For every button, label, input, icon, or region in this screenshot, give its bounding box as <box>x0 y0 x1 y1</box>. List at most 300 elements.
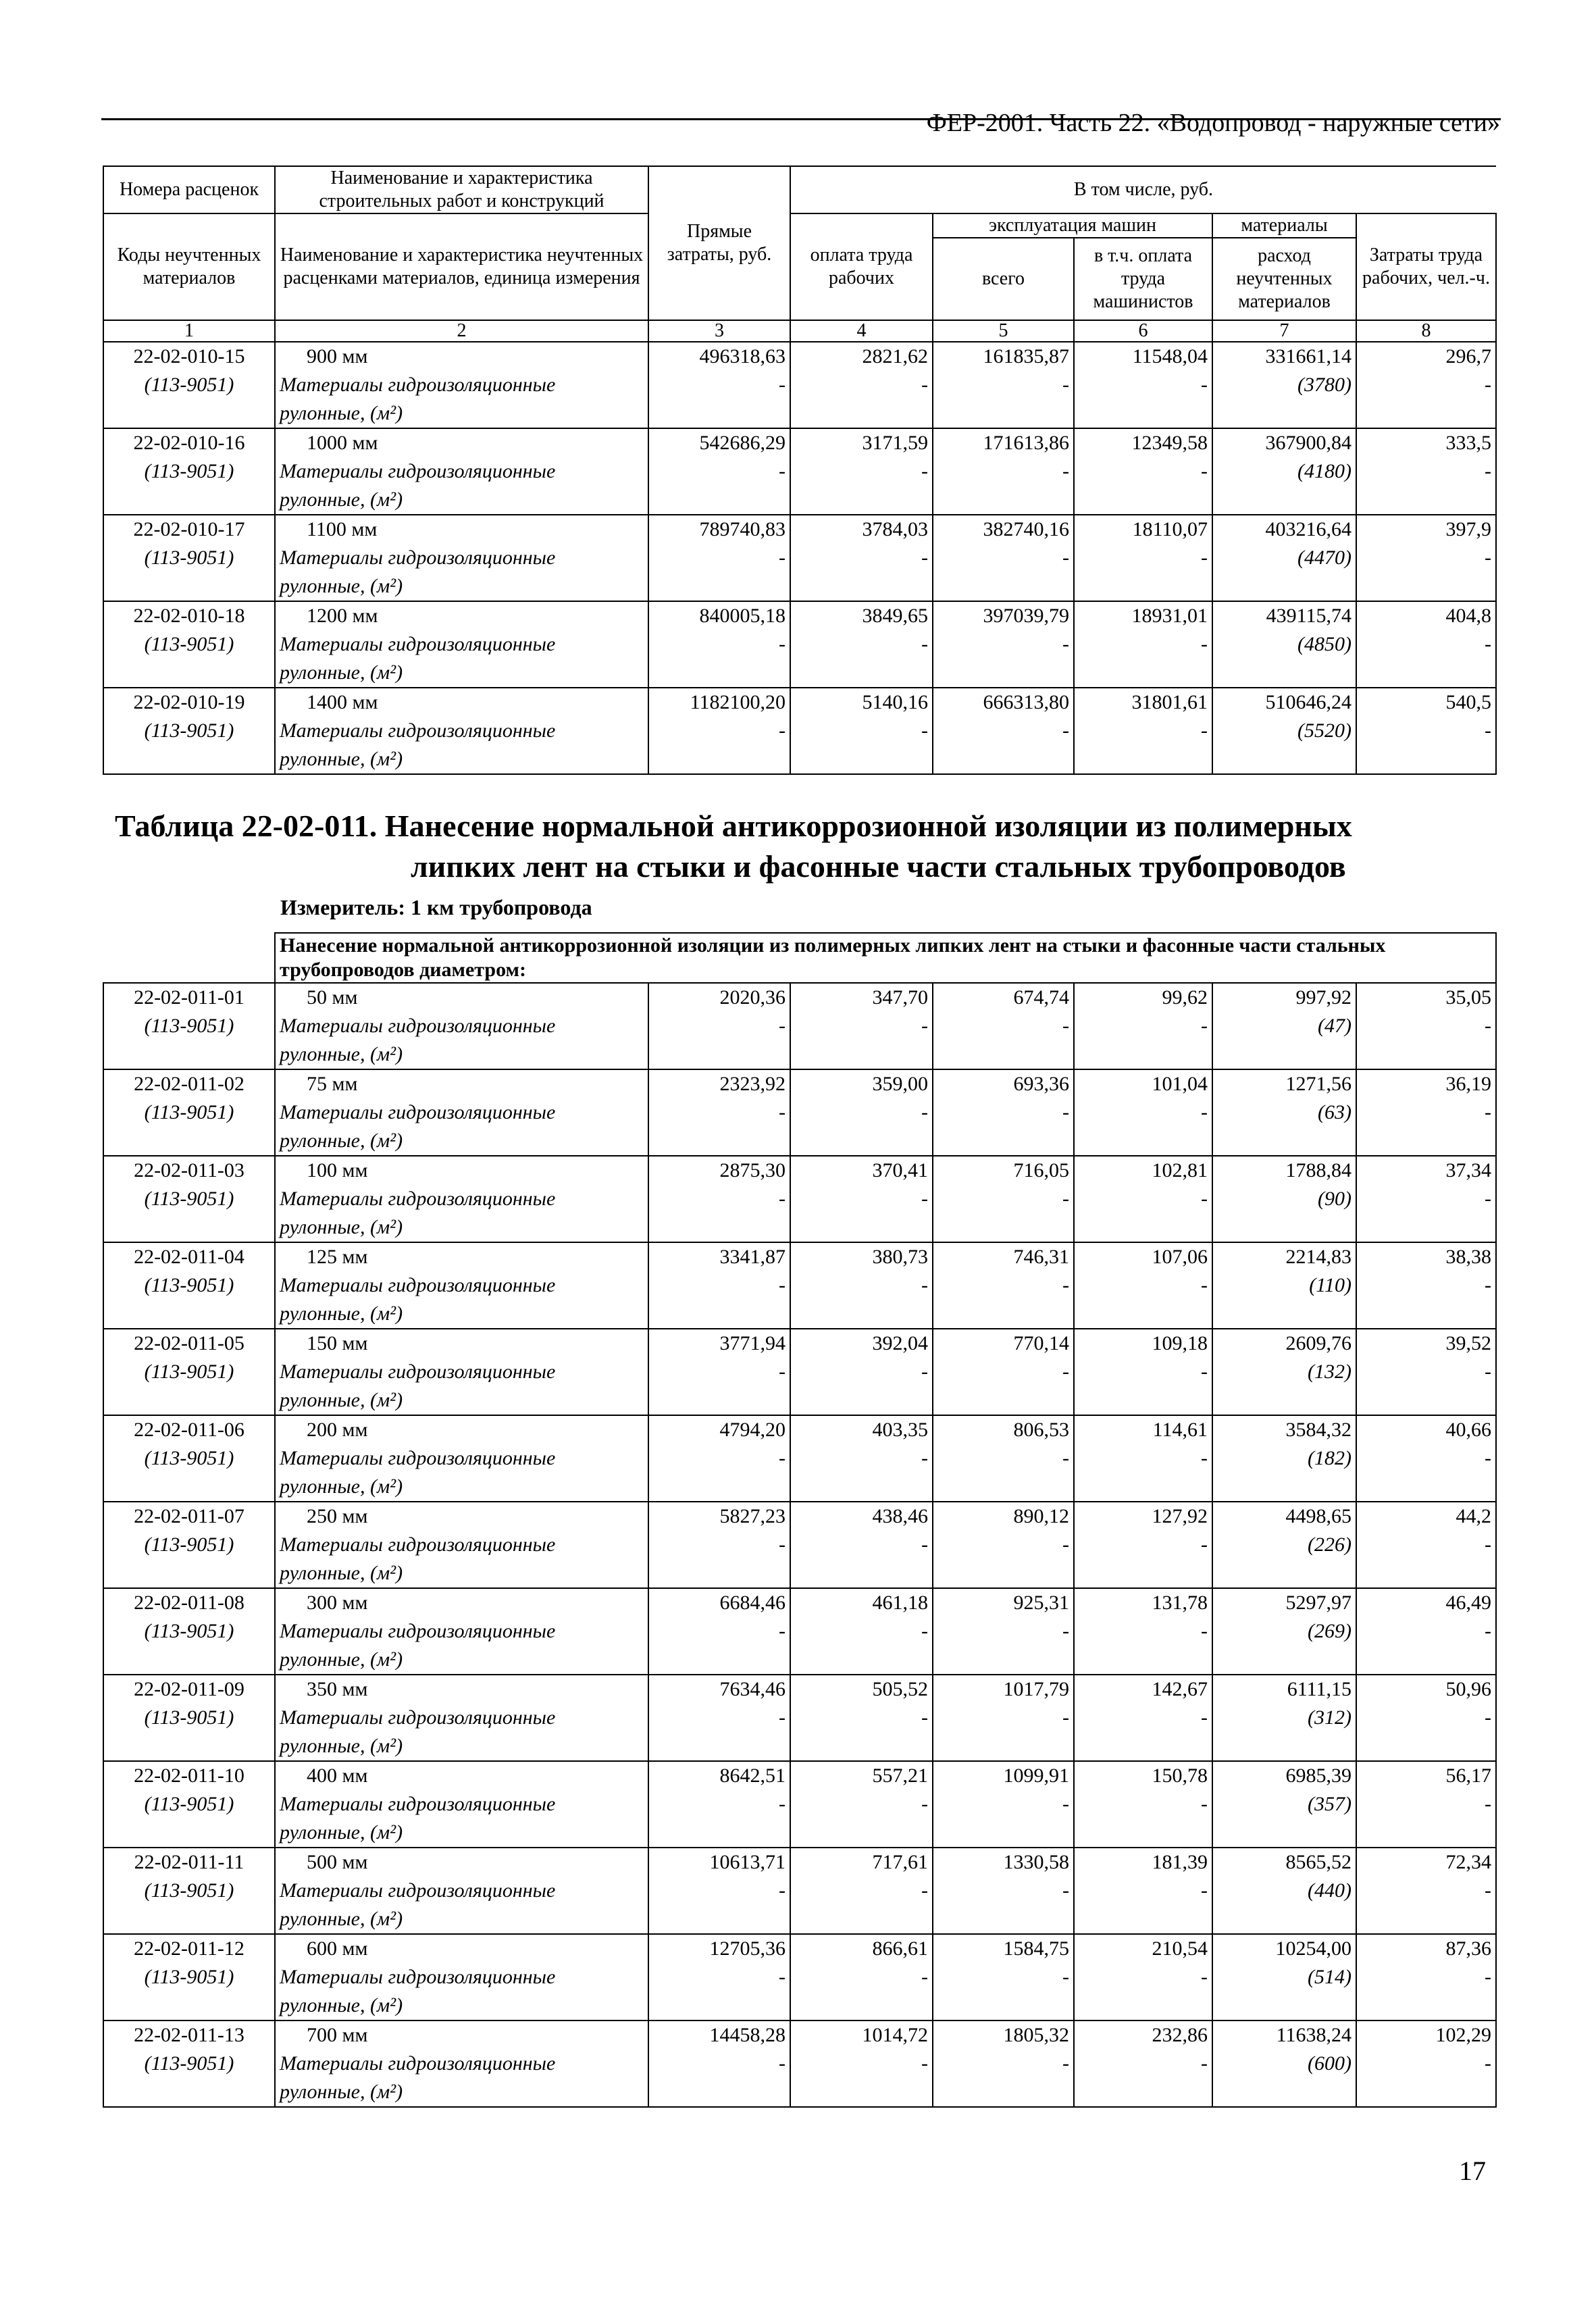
rate-code: 22-02-010-16 <box>133 432 245 454</box>
dash: - <box>779 1793 786 1815</box>
value: 392,04 <box>872 1332 928 1354</box>
dash: - <box>1062 633 1069 655</box>
materials-cell <box>1212 688 1356 774</box>
materials-qty: (312) <box>1308 1706 1352 1729</box>
dash: - <box>1201 547 1208 569</box>
value: 716,05 <box>1013 1159 1069 1181</box>
value-cell <box>933 601 1074 688</box>
rate-code: 22-02-011-13 <box>134 2024 244 2046</box>
dash: - <box>1062 1879 1069 1902</box>
rates-table-1 <box>103 166 1497 775</box>
value: 181,39 <box>1152 1851 1208 1873</box>
material-unit: рулонные, (м²) <box>280 1821 403 1844</box>
value-cell <box>1356 1156 1496 1242</box>
material-unit: рулонные, (м²) <box>280 1562 403 1584</box>
value: 12705,36 <box>709 1937 786 1960</box>
work-name-cell <box>275 1588 648 1675</box>
rate-code-cell <box>103 342 275 428</box>
material-unit: рулонные, (м²) <box>280 1735 403 1757</box>
value-cell <box>1356 1329 1496 1415</box>
rate-code-cell <box>103 1156 275 1242</box>
materials-qty: (600) <box>1308 2052 1352 2075</box>
dash: - <box>1062 1793 1069 1815</box>
rate-code: 22-02-010-17 <box>133 518 245 540</box>
materials-qty: (63) <box>1318 1101 1352 1123</box>
value: 210,54 <box>1152 1937 1208 1960</box>
materials-cell <box>1212 1848 1356 1934</box>
rate-code: 22-02-011-11 <box>134 1851 244 1873</box>
value-cell <box>1074 1329 1212 1415</box>
value: 438,46 <box>872 1505 928 1527</box>
work-name: 900 мм <box>307 345 368 367</box>
dash: - <box>779 633 786 655</box>
value: 131,78 <box>1152 1592 1208 1614</box>
value-cell <box>1074 1675 1212 1761</box>
value: 11548,04 <box>1132 345 1208 367</box>
materials-cost: 367900,84 <box>1265 432 1352 454</box>
work-name: 350 мм <box>307 1678 368 1700</box>
value: 2875,30 <box>719 1159 786 1181</box>
materials-cost: 8565,52 <box>1285 1851 1352 1873</box>
materials-cost: 403216,64 <box>1265 518 1352 540</box>
dash: - <box>1201 374 1208 396</box>
dash: - <box>1485 1015 1492 1037</box>
dash: - <box>779 1188 786 1210</box>
value-cell <box>1074 1502 1212 1588</box>
material-name: Материалы гидроизоляционные <box>280 374 556 396</box>
value-cell <box>648 1242 790 1329</box>
materials-cost: 5297,97 <box>1285 1592 1352 1614</box>
rate-code: 22-02-010-15 <box>133 345 245 367</box>
materials-cost: 439115,74 <box>1266 605 1352 627</box>
value-cell <box>790 688 933 774</box>
value: 404,8 <box>1445 605 1491 627</box>
material-name: Материалы гидроизоляционные <box>280 2052 556 2075</box>
col1-bottom-header: Коды неучтенных материалов <box>103 213 275 320</box>
value-cell <box>933 1588 1074 1675</box>
rate-code: 22-02-011-03 <box>134 1159 244 1181</box>
document-header: ФЕР-2001. Часть 22. «Водопровод - наружные сети» <box>926 109 1500 137</box>
dash: - <box>1201 2052 1208 2075</box>
materials-cost: 4498,65 <box>1285 1505 1352 1527</box>
rate-code: 22-02-011-06 <box>134 1419 244 1441</box>
rate-code-cell <box>103 1242 275 1329</box>
value: 866,61 <box>872 1937 928 1960</box>
rates-table-2 <box>103 932 1497 2108</box>
dash: - <box>779 1015 786 1037</box>
materials-cell <box>1212 1934 1356 2020</box>
dash: - <box>779 719 786 742</box>
material-unit: рулонные, (м²) <box>280 1216 403 1238</box>
dash: - <box>1062 1447 1069 1469</box>
dash: - <box>779 460 786 482</box>
table-row <box>103 983 1496 1069</box>
rate-code: 22-02-010-19 <box>133 691 245 713</box>
dash: - <box>921 1015 928 1037</box>
rate-code: 22-02-011-01 <box>134 986 244 1009</box>
material-name: Материалы гидроизоляционные <box>280 1274 556 1296</box>
material-code: (113-9051) <box>144 1361 234 1383</box>
col-number: 2 <box>275 320 648 342</box>
value-cell <box>648 2020 790 2107</box>
value-cell <box>1356 1848 1496 1934</box>
materials-qty: (110) <box>1309 1274 1352 1296</box>
rate-code: 22-02-011-08 <box>134 1592 244 1614</box>
value-cell <box>1074 1848 1212 1934</box>
value-cell <box>648 1848 790 1934</box>
dash: - <box>779 1966 786 1988</box>
value: 746,31 <box>1013 1246 1069 1268</box>
value-cell <box>1074 688 1212 774</box>
value: 890,12 <box>1013 1505 1069 1527</box>
value-cell <box>790 1242 933 1329</box>
materials-cost: 331661,14 <box>1265 345 1352 367</box>
dash: - <box>1201 460 1208 482</box>
materials-qty: (132) <box>1308 1361 1352 1383</box>
table-row <box>103 1502 1496 1588</box>
dash: - <box>1485 719 1491 742</box>
material-code: (113-9051) <box>144 719 234 742</box>
material-unit: рулонные, (м²) <box>280 1129 403 1152</box>
table-row <box>103 1415 1496 1502</box>
rate-code: 22-02-011-07 <box>134 1505 244 1527</box>
dash: - <box>1485 1966 1492 1988</box>
material-code: (113-9051) <box>144 1188 234 1210</box>
dash: - <box>921 1361 928 1383</box>
value: 36,19 <box>1445 1073 1492 1095</box>
material-name: Материалы гидроизоляционные <box>280 1706 556 1729</box>
value-cell <box>790 983 933 1069</box>
value-cell <box>648 1156 790 1242</box>
materials-cost: 1788,84 <box>1285 1159 1352 1181</box>
value-cell <box>933 342 1074 428</box>
materials-cost: 2214,83 <box>1285 1246 1352 1268</box>
value: 370,41 <box>872 1159 928 1181</box>
material-name: Материалы гидроизоляционные <box>280 1793 556 1815</box>
materials-qty: (182) <box>1308 1447 1352 1469</box>
dash: - <box>779 547 786 569</box>
dash: - <box>1485 1101 1492 1123</box>
value-cell <box>933 1156 1074 1242</box>
dash: - <box>1062 1706 1069 1729</box>
dash: - <box>1201 1879 1208 1902</box>
value: 1017,79 <box>1003 1678 1069 1700</box>
dash: - <box>921 1966 928 1988</box>
dash: - <box>779 1447 786 1469</box>
dash: - <box>921 1274 928 1296</box>
materials-cell <box>1212 983 1356 1069</box>
dash: - <box>921 1188 928 1210</box>
work-name-cell <box>275 601 648 688</box>
value-cell <box>1356 1242 1496 1329</box>
material-unit: рулонные, (м²) <box>280 1043 403 1065</box>
material-unit: рулонные, (м²) <box>280 1475 403 1498</box>
materials-qty: (440) <box>1308 1879 1352 1902</box>
value: 101,04 <box>1152 1073 1208 1095</box>
dash: - <box>1485 633 1491 655</box>
value-cell <box>648 1415 790 1502</box>
dash: - <box>1485 1188 1492 1210</box>
value: 232,86 <box>1152 2024 1208 2046</box>
material-name: Материалы гидроизоляционные <box>280 1447 556 1469</box>
work-name-cell <box>275 1329 648 1415</box>
value: 18931,01 <box>1131 605 1208 627</box>
value: 40,66 <box>1445 1419 1492 1441</box>
materials-cost: 2609,76 <box>1285 1332 1352 1354</box>
material-code: (113-9051) <box>144 547 234 569</box>
work-name: 50 мм <box>307 986 358 1009</box>
value: 397039,79 <box>983 605 1069 627</box>
value: 12349,58 <box>1131 432 1208 454</box>
material-name: Материалы гидроизоляционные <box>280 633 556 655</box>
dash: - <box>1485 1879 1492 1902</box>
dash: - <box>921 1101 928 1123</box>
dash: - <box>779 374 786 396</box>
dash: - <box>1062 1620 1069 1642</box>
dash: - <box>921 1447 928 1469</box>
dash: - <box>1062 547 1069 569</box>
dash: - <box>921 633 928 655</box>
work-name: 1400 мм <box>307 691 378 713</box>
materials-qty: (5520) <box>1297 719 1352 742</box>
measure-unit: Измеритель: 1 км трубопровода <box>280 895 592 919</box>
header-rule <box>101 118 1501 120</box>
material-unit: рулонные, (м²) <box>280 2081 403 2103</box>
col-number: 4 <box>790 320 933 342</box>
value: 2323,92 <box>719 1073 786 1095</box>
work-name-cell <box>275 1156 648 1242</box>
value: 6684,46 <box>719 1592 786 1614</box>
materials-qty: (90) <box>1318 1188 1352 1210</box>
dash: - <box>1485 1793 1492 1815</box>
labor-hours-header: Затраты труда рабочих, чел.-ч. <box>1356 213 1496 320</box>
table-row <box>103 342 1496 428</box>
value-cell <box>790 1502 933 1588</box>
value: 87,36 <box>1445 1937 1492 1960</box>
work-name-cell <box>275 1415 648 1502</box>
value-cell <box>933 1069 1074 1156</box>
table-row <box>103 601 1496 688</box>
value-cell <box>1356 1761 1496 1848</box>
dash: - <box>1062 1533 1069 1556</box>
material-unit: рулонные, (м²) <box>280 1994 403 2016</box>
value: 107,06 <box>1152 1246 1208 1268</box>
value-cell <box>1356 2020 1496 2107</box>
col2-bottom-header: Наименование и характеристика неучтенных расценками материалов, единица измерения <box>275 213 648 320</box>
materials-qty: (47) <box>1318 1015 1352 1037</box>
col2-top-header: Наименование и характеристика строительных работ и конструкций <box>275 166 648 213</box>
value-cell <box>648 428 790 515</box>
dash: - <box>921 1620 928 1642</box>
material-unit: рулонные, (м²) <box>280 488 403 511</box>
value-cell <box>1356 1069 1496 1156</box>
value: 540,5 <box>1445 691 1491 713</box>
value-cell <box>790 2020 933 2107</box>
value: 717,61 <box>872 1851 928 1873</box>
table-row <box>103 1848 1496 1934</box>
dash: - <box>1062 1274 1069 1296</box>
rate-code-cell <box>103 2020 275 2107</box>
value: 693,36 <box>1013 1073 1069 1095</box>
section-heading: Нанесение нормальной антикоррозионной изоляции из полимерных липких лент на стыки и фасонные части стальных трубопроводов диаметром: <box>275 933 1496 983</box>
value: 1014,72 <box>862 2024 928 2046</box>
table-row <box>103 1675 1496 1761</box>
value-cell <box>1356 515 1496 601</box>
value: 666313,80 <box>983 691 1069 713</box>
value-cell <box>790 515 933 601</box>
value-cell <box>790 1329 933 1415</box>
materials-cell <box>1212 601 1356 688</box>
materials-qty: (514) <box>1308 1966 1352 1988</box>
work-name: 1200 мм <box>307 605 378 627</box>
dash: - <box>779 1101 786 1123</box>
work-name-cell <box>275 983 648 1069</box>
col-number: 7 <box>1212 320 1356 342</box>
value: 161835,87 <box>983 345 1069 367</box>
material-unit: рулонные, (м²) <box>280 402 403 424</box>
value-cell <box>933 1242 1074 1329</box>
material-code: (113-9051) <box>144 1274 234 1296</box>
value: 3171,59 <box>862 432 928 454</box>
materials-qty: (4180) <box>1297 460 1352 482</box>
value-cell <box>790 1156 933 1242</box>
dash: - <box>921 1533 928 1556</box>
value-cell <box>933 983 1074 1069</box>
value-cell <box>790 1588 933 1675</box>
value-cell <box>648 1761 790 1848</box>
dash: - <box>1485 1706 1492 1729</box>
value: 3771,94 <box>719 1332 786 1354</box>
value: 50,96 <box>1445 1678 1492 1700</box>
materials-cost: 1271,56 <box>1285 1073 1352 1095</box>
rate-code-cell <box>103 515 275 601</box>
value: 99,62 <box>1162 986 1208 1009</box>
rate-code-cell <box>103 601 275 688</box>
dash: - <box>1201 719 1208 742</box>
dash: - <box>1062 1966 1069 1988</box>
material-code: (113-9051) <box>144 1966 234 1988</box>
value-cell <box>648 1675 790 1761</box>
dash: - <box>1201 1447 1208 1469</box>
value-cell <box>1356 428 1496 515</box>
work-name-cell <box>275 1934 648 2020</box>
value: 382740,16 <box>983 518 1069 540</box>
dash: - <box>1201 1015 1208 1037</box>
value: 1584,75 <box>1003 1937 1069 1960</box>
value-cell <box>933 1329 1074 1415</box>
material-name: Материалы гидроизоляционные <box>280 1533 556 1556</box>
dash: - <box>779 1533 786 1556</box>
materials-cell <box>1212 1675 1356 1761</box>
rate-code-cell <box>103 1934 275 2020</box>
material-unit: рулонные, (м²) <box>280 575 403 597</box>
value-cell <box>648 1502 790 1588</box>
dash: - <box>1485 374 1491 396</box>
value-cell <box>1356 1675 1496 1761</box>
col1-top-header: Номера расценок <box>103 166 275 213</box>
value-cell <box>1074 342 1212 428</box>
materials-qty: (4470) <box>1297 547 1352 569</box>
work-name-cell <box>275 1502 648 1588</box>
value: 102,29 <box>1435 2024 1492 2046</box>
value: 380,73 <box>872 1246 928 1268</box>
dash: - <box>779 1274 786 1296</box>
col-number: 3 <box>648 320 790 342</box>
value-cell <box>1356 983 1496 1069</box>
rate-code-cell <box>103 1415 275 1502</box>
work-name-cell <box>275 428 648 515</box>
value: 1330,58 <box>1003 1851 1069 1873</box>
table-row <box>103 1934 1496 2020</box>
dash: - <box>1201 1706 1208 1729</box>
dash: - <box>1485 1361 1492 1383</box>
value-cell <box>1074 1761 1212 1848</box>
table-row <box>103 428 1496 515</box>
value-cell <box>1356 1934 1496 2020</box>
value: 4794,20 <box>719 1419 786 1441</box>
materials-cell <box>1212 428 1356 515</box>
material-code: (113-9051) <box>144 1101 234 1123</box>
value-cell <box>790 1934 933 2020</box>
value-cell <box>1074 983 1212 1069</box>
materials-qty: (3780) <box>1297 374 1352 396</box>
dash: - <box>921 2052 928 2075</box>
material-code: (113-9051) <box>144 374 234 396</box>
material-name: Материалы гидроизоляционные <box>280 1879 556 1902</box>
rate-code: 22-02-010-18 <box>133 605 245 627</box>
col-number: 6 <box>1074 320 1212 342</box>
value: 806,53 <box>1013 1419 1069 1441</box>
value-cell <box>1356 601 1496 688</box>
table-row <box>103 1242 1496 1329</box>
value: 3784,03 <box>862 518 928 540</box>
value: 496318,63 <box>699 345 786 367</box>
rate-code: 22-02-011-05 <box>134 1332 244 1354</box>
table-row <box>103 1588 1496 1675</box>
materials-qty: (226) <box>1308 1533 1352 1556</box>
value: 10613,71 <box>709 1851 786 1873</box>
dash: - <box>1201 1533 1208 1556</box>
value: 5827,23 <box>719 1505 786 1527</box>
materials-cell <box>1212 2020 1356 2107</box>
machines-total-header: всего <box>933 238 1074 320</box>
dash: - <box>1201 633 1208 655</box>
material-code: (113-9051) <box>144 1706 234 1729</box>
work-name: 125 мм <box>307 1246 368 1268</box>
value: 333,5 <box>1445 432 1491 454</box>
value-cell <box>648 515 790 601</box>
work-name-cell <box>275 1069 648 1156</box>
value-cell <box>790 428 933 515</box>
value: 150,78 <box>1152 1764 1208 1787</box>
material-unit: рулонные, (м²) <box>280 1389 403 1411</box>
materials-cell <box>1212 1069 1356 1156</box>
work-name: 250 мм <box>307 1505 368 1527</box>
dash: - <box>1062 1188 1069 1210</box>
value-cell <box>790 1848 933 1934</box>
value: 46,49 <box>1445 1592 1492 1614</box>
value: 109,18 <box>1152 1332 1208 1354</box>
value-cell <box>648 688 790 774</box>
value: 18110,07 <box>1132 518 1208 540</box>
value-cell <box>648 1069 790 1156</box>
materials-qty: (4850) <box>1297 633 1352 655</box>
value: 114,61 <box>1152 1419 1208 1441</box>
material-unit: рулонные, (м²) <box>280 748 403 770</box>
value: 39,52 <box>1445 1332 1492 1354</box>
value: 359,00 <box>872 1073 928 1095</box>
work-name-cell <box>275 515 648 601</box>
